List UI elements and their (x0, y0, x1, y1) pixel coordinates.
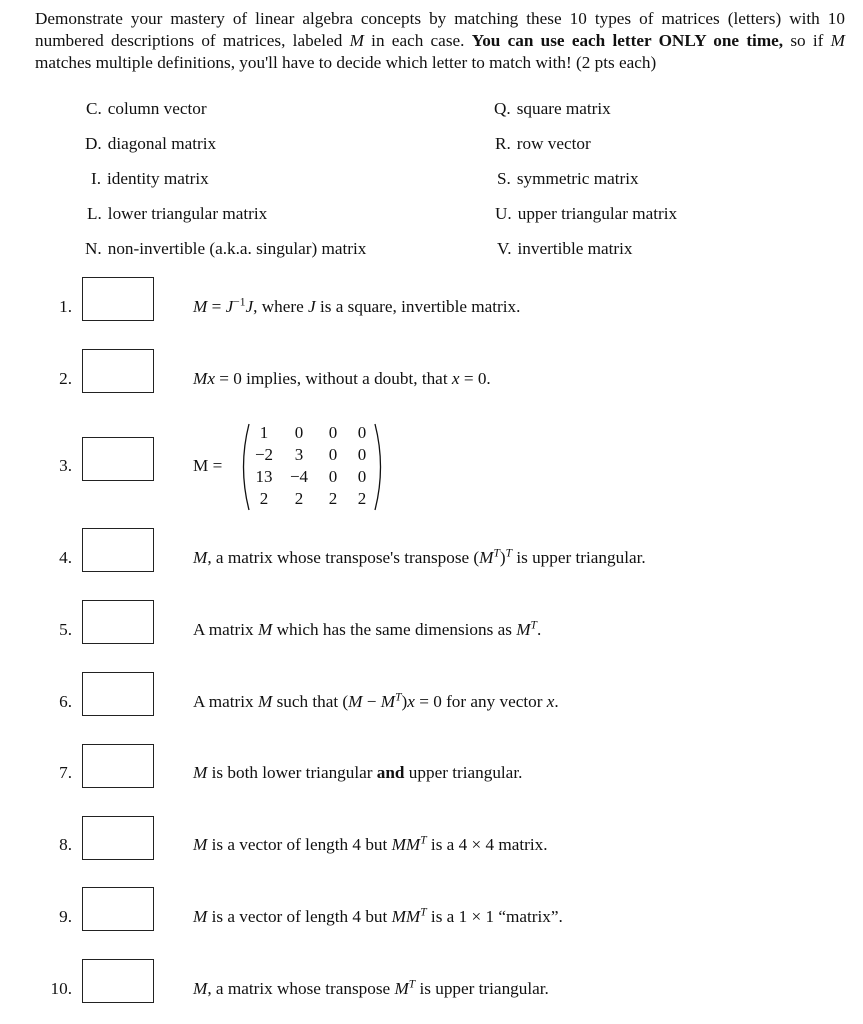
text: , where (253, 297, 309, 316)
instructions-text: so if (783, 31, 831, 50)
text: upper triangular. (404, 763, 523, 782)
math-var: M (394, 979, 409, 998)
matrix-cell: 2 (294, 489, 304, 508)
text: which has the same dimensions as (272, 620, 517, 639)
text: is both lower triangular (207, 763, 377, 782)
bold-text: and (376, 763, 405, 782)
option-s (497, 169, 639, 189)
question-number: 4. (59, 548, 72, 567)
question-6-text (193, 692, 559, 712)
answer-box-3[interactable] (82, 437, 154, 481)
matrix-cell: 0 (328, 423, 338, 442)
answer-box-6[interactable] (82, 672, 154, 716)
option-q (494, 99, 611, 119)
text: ) (499, 548, 506, 567)
instructions-text: Demonstrate your mastery of linear algebra concepts by matching these 10 types of matrices (letters) with 10 numbered descriptions of matrices, labeled (35, 9, 845, 50)
superscript: T (530, 619, 537, 632)
math-var: M (380, 692, 396, 711)
text: = 0. (459, 369, 491, 388)
option-letter: L. (87, 204, 102, 223)
math-var: M (257, 692, 273, 711)
math-var: M (193, 907, 208, 926)
text: is upper triangular. (415, 979, 549, 998)
option-letter: U. (495, 204, 512, 223)
instructions (35, 8, 845, 74)
matrix-cell: 0 (294, 423, 304, 442)
text: A matrix (193, 692, 258, 711)
text: A matrix (193, 620, 258, 639)
answer-box-2[interactable] (82, 349, 154, 393)
text: = (207, 297, 226, 316)
option-label: non-invertible (a.k.a. singular) matrix (107, 239, 367, 258)
option-letter: R. (495, 134, 511, 153)
math-var: J (245, 297, 254, 316)
answer-box-9[interactable] (82, 887, 154, 931)
option-label: square matrix (516, 99, 611, 118)
math-var: J (225, 297, 234, 316)
question-7-text (193, 763, 522, 783)
text: . (536, 620, 542, 639)
question-number: 3. (59, 456, 72, 475)
math-var: M (193, 297, 208, 316)
question-2-text (193, 369, 491, 389)
option-l (87, 204, 267, 224)
math-var: x (546, 692, 555, 711)
option-r (495, 134, 591, 154)
answer-box-10[interactable] (82, 959, 154, 1003)
left-paren (244, 424, 250, 510)
math-var: M (193, 763, 208, 782)
text: , a matrix whose transpose (207, 979, 395, 998)
math-var: M (479, 548, 494, 567)
text: such that ( (272, 692, 349, 711)
instructions-bold: You can use each letter ONLY one time, (471, 31, 784, 50)
matrix-cell: 2 (259, 489, 269, 508)
text: is upper triangular. (512, 548, 646, 567)
option-letter: N. (85, 239, 102, 258)
question-number: 7. (59, 763, 72, 782)
option-u (495, 204, 677, 224)
text: is a square, invertible matrix. (315, 297, 521, 316)
question-number: 2. (59, 369, 72, 388)
question-8-text (193, 835, 548, 855)
math-var: M (193, 835, 208, 854)
question-9-text (193, 907, 563, 927)
right-paren (375, 424, 381, 510)
question-number: 5. (59, 620, 72, 639)
question-5-text (193, 620, 541, 640)
question-number: 10. (50, 979, 72, 998)
option-d (85, 134, 216, 154)
option-label: identity matrix (107, 169, 209, 188)
option-letter: D. (85, 134, 102, 153)
answer-box-4[interactable] (82, 528, 154, 572)
option-v (497, 239, 633, 259)
math-var: x (407, 692, 415, 711)
superscript: T (395, 691, 402, 704)
text: M = (193, 456, 223, 475)
text: is a 4 × 4 matrix. (426, 835, 548, 854)
superscript: T (505, 547, 513, 560)
text: . (554, 692, 559, 711)
option-letter: Q. (494, 99, 511, 118)
superscript: −1 (233, 296, 246, 309)
option-label: diagonal matrix (107, 134, 217, 153)
matrix-cell: 2 (357, 489, 367, 508)
math-var: M (193, 548, 208, 567)
superscript: T (408, 978, 416, 991)
var-m: M (830, 31, 845, 50)
option-letter: I. (91, 169, 102, 188)
text: = 0 implies, without a doubt, that (214, 369, 452, 388)
var-m: M (349, 31, 364, 50)
option-i (91, 169, 209, 189)
superscript: T (493, 547, 500, 560)
question-number: 8. (59, 835, 72, 854)
instructions-text: matches multiple definitions, you'll have to decide which letter to match with! (2 pts each) (35, 53, 657, 72)
matrix-label (193, 456, 222, 476)
matrix-svg (237, 420, 387, 514)
matrix-cell: 0 (328, 467, 338, 486)
math-var: M (257, 620, 273, 639)
matrix-cell: 0 (328, 445, 338, 464)
matrix-cell: 1 (259, 423, 269, 442)
option-letter: V. (497, 239, 512, 258)
matrix-cell: 0 (357, 467, 367, 486)
option-label: symmetric matrix (516, 169, 639, 188)
text: is a vector of length 4 but (207, 907, 392, 926)
option-label: row vector (516, 134, 591, 153)
math-var: M (193, 979, 208, 998)
question-number: 9. (59, 907, 72, 926)
math-var: Mx (193, 369, 215, 388)
question-1-text (193, 297, 520, 317)
matrix-cell: −4 (289, 467, 309, 486)
text: ) (401, 692, 408, 711)
matrix-cell: 2 (328, 489, 338, 508)
question-10-text (193, 979, 549, 999)
matrix-cell: 13 (255, 467, 273, 486)
math-var: M (348, 692, 363, 711)
answer-box-5[interactable] (82, 600, 154, 644)
math-var: MM (391, 907, 421, 926)
text: is a 1 × 1 “matrix”. (426, 907, 563, 926)
math-var: J (308, 297, 316, 316)
option-label: invertible matrix (517, 239, 633, 258)
text: , a matrix whose transpose's transpose ( (207, 548, 480, 567)
option-label: upper triangular matrix (517, 204, 678, 223)
option-letter: C. (86, 99, 102, 118)
option-letter: S. (497, 169, 511, 188)
superscript: T (420, 906, 427, 919)
question-4-text (193, 548, 646, 568)
math-var: M (516, 620, 531, 639)
instructions-text: in each case. (363, 31, 472, 50)
matrix-cell: −2 (254, 445, 274, 464)
matrix-cell: 0 (357, 445, 367, 464)
option-label: column vector (107, 99, 207, 118)
text: = 0 for any vector (414, 692, 547, 711)
text: is a vector of length 4 but (207, 835, 392, 854)
text: − (362, 692, 381, 711)
question-number: 1. (59, 297, 72, 316)
option-n (85, 239, 366, 259)
answer-box-7[interactable] (82, 744, 154, 788)
superscript: T (420, 834, 427, 847)
answer-box-8[interactable] (82, 816, 154, 860)
math-var: MM (391, 835, 421, 854)
option-c (86, 99, 207, 119)
math-var: x (451, 369, 460, 388)
option-label: lower triangular matrix (107, 204, 268, 223)
matrix-cell: 3 (294, 445, 304, 464)
answer-box-1[interactable] (82, 277, 154, 321)
matrix-cell: 0 (357, 423, 367, 442)
question-number: 6. (59, 692, 72, 711)
